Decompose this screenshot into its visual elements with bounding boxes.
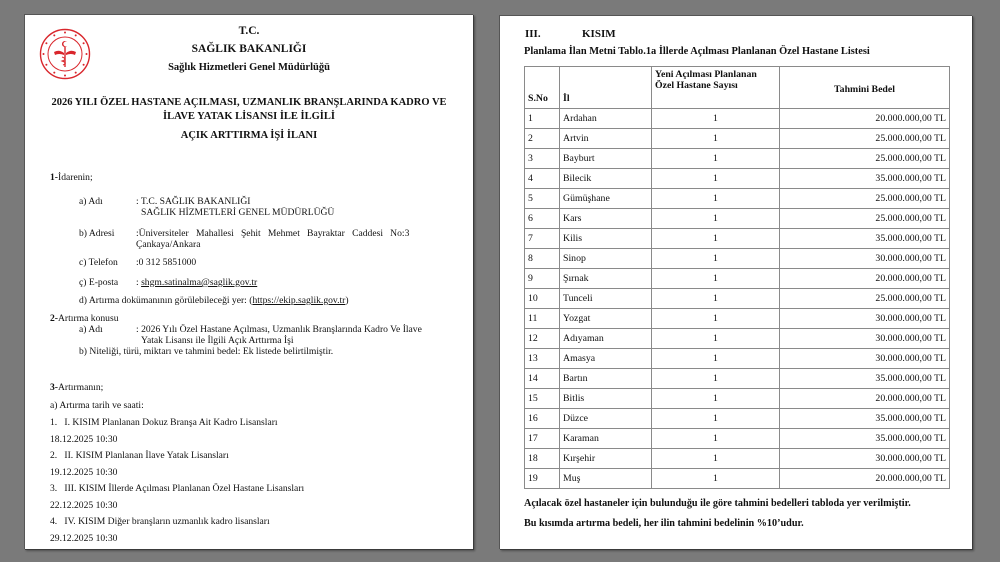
cell-sno: 4 <box>525 169 560 189</box>
auction-item-label: I. KISIM Planlanan Dokuz Branşa Ait Kadro Lisansları <box>64 417 278 428</box>
cell-estimated-cost: 25.000.000,00 TL <box>780 209 950 229</box>
cell-hospital-count: 1 <box>652 449 780 469</box>
email-link[interactable]: shgm.satinalma@saglik.gov.tr <box>141 277 258 288</box>
section-3-number: 3- <box>50 382 58 393</box>
cell-province: Muş <box>560 469 652 489</box>
table-row <box>525 109 950 129</box>
table-header-row <box>525 67 950 109</box>
cell-sno: 1 <box>525 109 560 129</box>
admin-address-value-1: :Üniversiteler Mahallesi Şehit Mehmet Bayraktar Caddesi No:3 <box>136 228 410 239</box>
table-row <box>525 269 950 289</box>
subject-nature: b) Niteliği, türü, miktarı ve tahmini bedel: Ek listede belirtilmiştir. <box>79 346 334 357</box>
cell-province: Bilecik <box>560 169 652 189</box>
cell-hospital-count: 1 <box>652 469 780 489</box>
cell-hospital-count: 1 <box>652 249 780 269</box>
document-location-suffix: ) <box>345 295 349 306</box>
auction-item-label: II. KISIM Planlanan İlave Yatak Lisansları <box>64 450 229 461</box>
admin-name-value-1: : T.C. SAĞLIK BAKANLIĞI <box>136 196 251 207</box>
cell-hospital-count: 1 <box>652 169 780 189</box>
cell-estimated-cost: 35.000.000,00 TL <box>780 369 950 389</box>
table-row <box>525 189 950 209</box>
table-row <box>525 289 950 309</box>
cell-estimated-cost: 30.000.000,00 TL <box>780 309 950 329</box>
cell-estimated-cost: 35.000.000,00 TL <box>780 429 950 449</box>
auction-item-number: 2. <box>50 450 58 461</box>
cell-sno: 12 <box>525 329 560 349</box>
cell-sno: 16 <box>525 409 560 429</box>
cell-province: Kilis <box>560 229 652 249</box>
subject-name-value-2: Yatak Lisansı ile İlgili Açık Arttırma İşi <box>141 335 294 346</box>
auction-item-datetime: 29.12.2025 10:30 <box>50 533 118 544</box>
table-row <box>525 369 950 389</box>
part-label: KISIM <box>582 28 616 40</box>
cell-province: Bitlis <box>560 389 652 409</box>
section-2-heading <box>50 313 119 324</box>
cell-hospital-count: 1 <box>652 349 780 369</box>
cell-hospital-count: 1 <box>652 309 780 329</box>
announcement-page-left <box>24 14 473 549</box>
column-header-estimated-cost: Tahmini Bedel <box>780 67 950 109</box>
cell-estimated-cost: 30.000.000,00 TL <box>780 349 950 369</box>
document-location-label: d) Artırma dokümanının görülebileceği yer: ( <box>79 295 253 306</box>
cell-province: Karaman <box>560 429 652 449</box>
cell-province: Düzce <box>560 409 652 429</box>
cell-province: Gümüşhane <box>560 189 652 209</box>
cell-hospital-count: 1 <box>652 289 780 309</box>
cell-sno: 5 <box>525 189 560 209</box>
header-tc: T.C. <box>238 25 260 37</box>
cell-province: Tunceli <box>560 289 652 309</box>
cell-sno: 6 <box>525 209 560 229</box>
cell-estimated-cost: 20.000.000,00 TL <box>780 469 950 489</box>
cell-sno: 19 <box>525 469 560 489</box>
document-title-line-2: İLAVE YATAK LİSANSI İLE İLGİLİ <box>163 111 335 122</box>
cell-hospital-count: 1 <box>652 189 780 209</box>
header-general-directorate: Sağlık Hizmetleri Genel Müdürlüğü <box>168 62 330 73</box>
table-row <box>525 129 950 149</box>
email-prefix: : <box>136 277 142 288</box>
admin-phone-label: c) Telefon <box>79 257 118 268</box>
cell-hospital-count: 1 <box>652 409 780 429</box>
cell-sno: 15 <box>525 389 560 409</box>
cell-hospital-count: 1 <box>652 329 780 349</box>
cell-province: Yozgat <box>560 309 652 329</box>
auction-item-datetime: 22.12.2025 10:30 <box>50 500 118 511</box>
cell-estimated-cost: 30.000.000,00 TL <box>780 329 950 349</box>
cell-sno: 13 <box>525 349 560 369</box>
cell-estimated-cost: 35.000.000,00 TL <box>780 229 950 249</box>
auction-item-datetime: 19.12.2025 10:30 <box>50 467 118 478</box>
auction-item-label: IV. KISIM Diğer branşların uzmanlık kadro lisansları <box>64 516 270 527</box>
cell-sno: 2 <box>525 129 560 149</box>
auction-datetime-heading: a) Artırma tarih ve saati: <box>50 400 144 411</box>
cell-hospital-count: 1 <box>652 269 780 289</box>
table-row <box>525 449 950 469</box>
table-row <box>525 229 950 249</box>
table-row <box>525 309 950 329</box>
table-title: Planlama İlan Metni Tablo.1a İllerde Açılması Planlanan Özel Hastane Listesi <box>524 46 870 57</box>
auction-item <box>50 417 278 428</box>
cell-sno: 17 <box>525 429 560 449</box>
table-note-1: Açılacak özel hastaneler için bulunduğu ile göre tahmini bedelleri tabloda yer verilmiştir. <box>524 498 911 509</box>
cell-estimated-cost: 20.000.000,00 TL <box>780 389 950 409</box>
cell-province: Kırşehir <box>560 449 652 469</box>
table-row <box>525 389 950 409</box>
table-row <box>525 409 950 429</box>
cell-province: Sinop <box>560 249 652 269</box>
admin-email-label: ç) E-posta <box>79 277 119 288</box>
table-row <box>525 169 950 189</box>
cell-sno: 11 <box>525 309 560 329</box>
document-title-line-1: 2026 YILI ÖZEL HASTANE AÇILMASI, UZMANLIK BRANŞLARINDA KADRO VE <box>51 97 447 108</box>
header-ministry: SAĞLIK BAKANLIĞI <box>191 43 307 55</box>
cell-province: Şırnak <box>560 269 652 289</box>
section-1-heading <box>50 172 93 183</box>
auction-item <box>50 516 270 527</box>
auction-item-datetime: 18.12.2025 10:30 <box>50 434 118 445</box>
document-location-row <box>79 295 349 306</box>
table-row <box>525 149 950 169</box>
subject-name-label: a) Adı <box>79 324 103 335</box>
cell-province: Amasya <box>560 349 652 369</box>
announcement-page-right <box>499 15 972 549</box>
table-row <box>525 209 950 229</box>
table-row <box>525 329 950 349</box>
hospital-list-table <box>524 66 950 489</box>
table-row <box>525 249 950 269</box>
cell-estimated-cost: 30.000.000,00 TL <box>780 249 950 269</box>
cell-estimated-cost: 25.000.000,00 TL <box>780 129 950 149</box>
cell-province: Bayburt <box>560 149 652 169</box>
cell-hospital-count: 1 <box>652 109 780 129</box>
cell-hospital-count: 1 <box>652 429 780 449</box>
admin-address-value-2: Çankaya/Ankara <box>136 239 201 250</box>
auction-item-number: 3. <box>50 483 58 494</box>
cell-estimated-cost: 35.000.000,00 TL <box>780 409 950 429</box>
subject-name-value-1: : 2026 Yılı Özel Hastane Açılması, Uzmanlık Branşlarında Kadro Ve İlave <box>136 324 422 335</box>
admin-address-label: b) Adresi <box>79 228 115 239</box>
cell-sno: 18 <box>525 449 560 469</box>
cell-hospital-count: 1 <box>652 229 780 249</box>
cell-province: Kars <box>560 209 652 229</box>
cell-hospital-count: 1 <box>652 369 780 389</box>
table-row <box>525 469 950 489</box>
cell-hospital-count: 1 <box>652 149 780 169</box>
cell-hospital-count: 1 <box>652 209 780 229</box>
auction-item-number: 4. <box>50 516 58 527</box>
cell-sno: 10 <box>525 289 560 309</box>
section-1-number: 1- <box>50 172 58 183</box>
table-row <box>525 429 950 449</box>
cell-province: Ardahan <box>560 109 652 129</box>
cell-province: Adıyaman <box>560 329 652 349</box>
auction-item-label: III. KISIM İllerde Açılması Planlanan Özel Hastane Lisansları <box>64 483 305 494</box>
column-header-province: İl <box>560 67 652 109</box>
column-header-hospital-count: Yeni Açılması Planlanan Özel Hastane Sayısı <box>652 67 780 109</box>
table-note-2: Bu kısımda artırma bedeli, her ilin tahmini bedelinin %10’udur. <box>524 518 804 529</box>
section-2-title: Artırma konusu <box>58 313 119 324</box>
admin-name-value-2: SAĞLIK HİZMETLERİ GENEL MÜDÜRLÜĞÜ <box>141 207 335 218</box>
cell-sno: 8 <box>525 249 560 269</box>
auction-item <box>50 450 229 461</box>
cell-province: Bartın <box>560 369 652 389</box>
cell-estimated-cost: 30.000.000,00 TL <box>780 449 950 469</box>
cell-estimated-cost: 35.000.000,00 TL <box>780 169 950 189</box>
ekip-link[interactable]: https://ekip.saglik.gov.tr <box>252 295 346 306</box>
cell-estimated-cost: 20.000.000,00 TL <box>780 269 950 289</box>
cell-estimated-cost: 25.000.000,00 TL <box>780 149 950 169</box>
table-row <box>525 349 950 369</box>
cell-sno: 3 <box>525 149 560 169</box>
admin-email-row <box>136 277 257 288</box>
cell-sno: 7 <box>525 229 560 249</box>
cell-sno: 14 <box>525 369 560 389</box>
cell-estimated-cost: 25.000.000,00 TL <box>780 289 950 309</box>
section-1-title: İdarenin; <box>58 172 93 183</box>
part-number: III. <box>525 28 541 40</box>
table-body <box>525 109 950 489</box>
section-3-title: Artırmanın; <box>58 382 104 393</box>
section-2-number: 2- <box>50 313 58 324</box>
cell-estimated-cost: 25.000.000,00 TL <box>780 189 950 209</box>
admin-phone-value: :0 312 5851000 <box>136 257 197 268</box>
admin-name-label: a) Adı <box>79 196 103 207</box>
auction-item <box>50 483 304 494</box>
column-header-sno: S.No <box>525 67 560 109</box>
cell-estimated-cost: 20.000.000,00 TL <box>780 109 950 129</box>
cell-hospital-count: 1 <box>652 129 780 149</box>
auction-item-number: 1. <box>50 417 58 428</box>
document-title-line-3: AÇIK ARTTIRMA İŞİ İLANI <box>180 130 318 141</box>
cell-sno: 9 <box>525 269 560 289</box>
cell-hospital-count: 1 <box>652 389 780 409</box>
section-3-heading <box>50 382 103 393</box>
cell-province: Artvin <box>560 129 652 149</box>
